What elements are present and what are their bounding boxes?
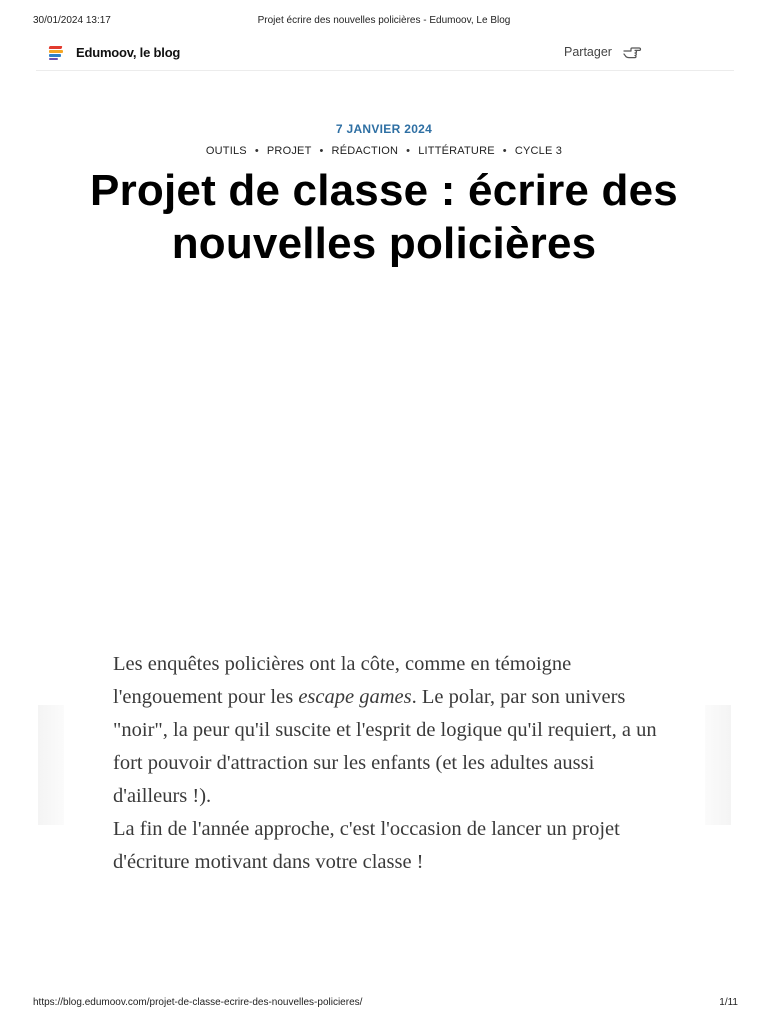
site-header (36, 36, 734, 71)
article-body (113, 648, 673, 879)
tag-outils[interactable]: OUTILS (205, 145, 247, 157)
print-footer (0, 997, 768, 1011)
tag-litterature[interactable]: LITTÉRATURE (418, 145, 495, 157)
post-tags (0, 145, 768, 157)
post-date: 7 JANVIER 2024 (335, 122, 433, 136)
project-paragraph: La fin de l'année approche, c'est l'occasion de lancer un projet d'écriture motivant dans votre classe ! (113, 818, 620, 873)
tag-projet[interactable]: PROJET (266, 145, 312, 157)
print-header (0, 15, 768, 29)
pointing-hand-icon (622, 44, 642, 60)
print-datetime: 30/01/2024 13:17 (33, 15, 111, 26)
tag-separator: • (406, 145, 411, 157)
brand-name: Edumoov, le blog (76, 44, 181, 60)
intro-text: Les enquêtes policières ont la côte, comme en témoigne l'engouement pour les (113, 653, 572, 708)
tag-redaction[interactable]: RÉDACTION (331, 145, 399, 157)
image-placeholder-edge (705, 705, 731, 825)
print-url: https://blog.edumoov.com/projet-de-classe-ecrire-des-nouvelles-policieres/ (33, 997, 363, 1008)
image-placeholder-edge (38, 705, 64, 825)
intro-paragraph (113, 648, 673, 813)
post-title: Projet de classe : écrire des nouvelles policières (90, 166, 678, 268)
print-page-number: 1/11 (719, 997, 738, 1008)
tag-cycle-3[interactable]: CYCLE 3 (514, 145, 563, 157)
share-label: Partager (564, 45, 612, 59)
print-page-title: Projet écrire des nouvelles policières - Edumoov, Le Blog (257, 15, 511, 26)
tag-separator: • (254, 145, 259, 157)
share-button[interactable] (564, 44, 642, 60)
tag-separator: • (502, 145, 507, 157)
tag-separator: • (319, 145, 324, 157)
intro-text-continued: . Le polar, par son univers "noir", la peur qu'il suscite et l'esprit de logique qu'il requiert, a un fort pouvoir d'attraction sur les enfants (et les adultes aussi d'ailleurs !). (113, 686, 657, 807)
brand-link[interactable] (48, 42, 180, 62)
escape-games-emphasis: escape games (298, 686, 412, 708)
edumoov-logo-icon (48, 44, 64, 60)
